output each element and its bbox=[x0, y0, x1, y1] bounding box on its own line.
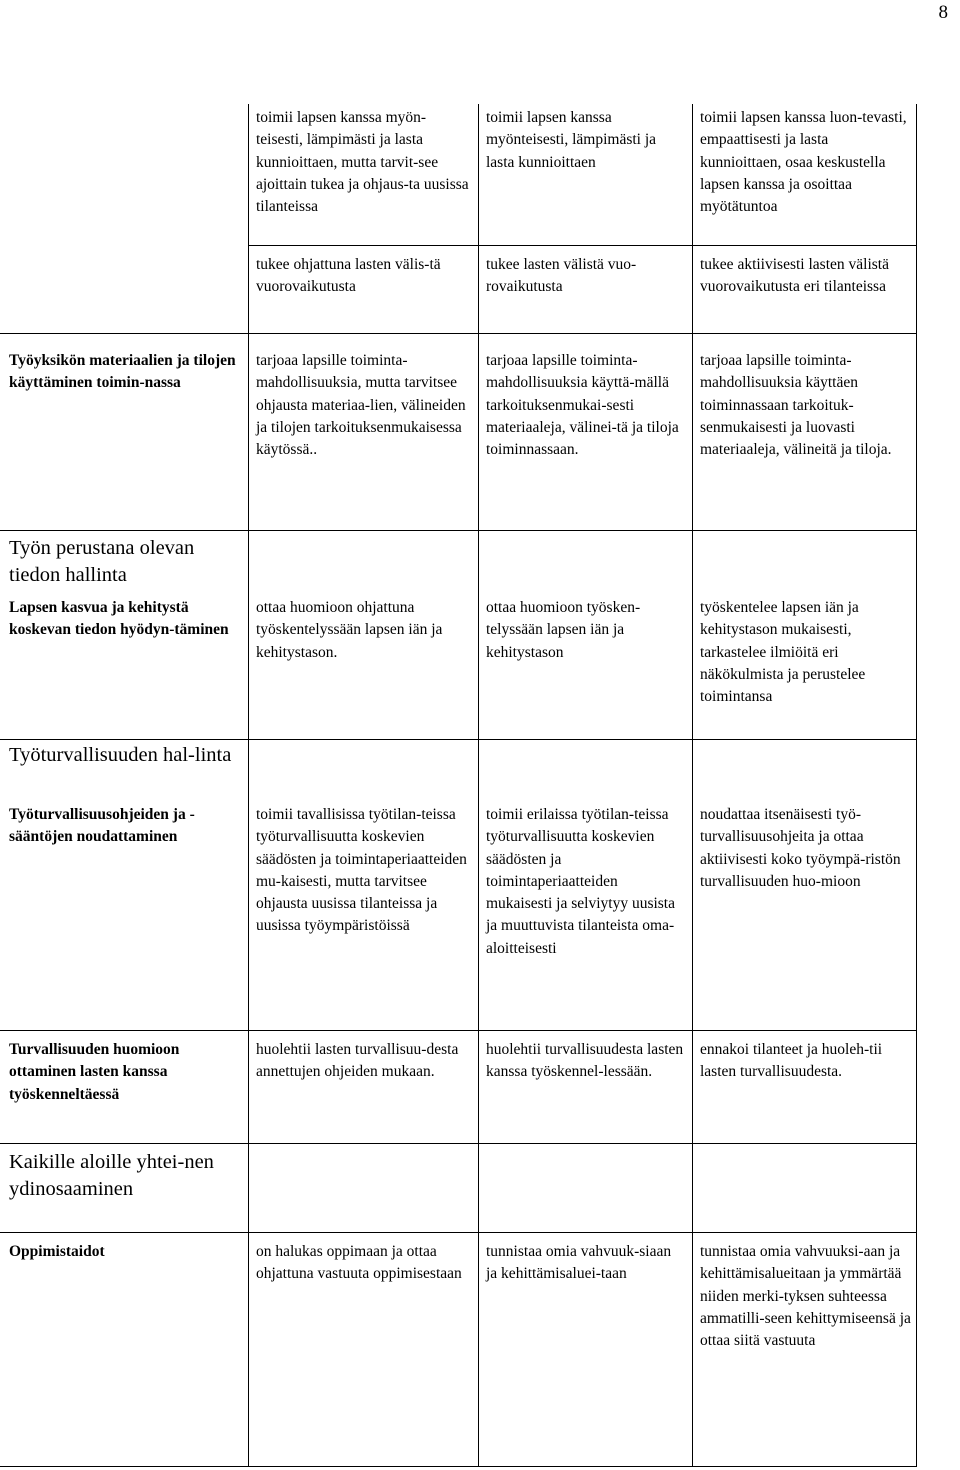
table-cell: ottaa huomioon työsken-telyssään lapsen iän ja kehitystason bbox=[486, 599, 641, 661]
table-cell: toimii lapsen kanssa myönteisesti, lämpimästi ja lasta kunnioittaen bbox=[486, 109, 657, 171]
table-vertical-rule bbox=[916, 104, 917, 1466]
table-cell: työskentelee lapsen iän ja kehitystason mukaisesti, tarkastelee ilmiöitä eri näkökulmista ja perustelee toimintansa bbox=[700, 599, 866, 706]
criterion-label: Työturvallisuusohjeiden ja -sääntöjen noudattaminen bbox=[9, 806, 195, 846]
table-horizontal-rule bbox=[0, 1232, 917, 1233]
table-vertical-rule bbox=[692, 104, 693, 1466]
table-cell: tunnistaa omia vahvuuksi-aan ja kehittämisalueitaan ja ymmärtää niiden merki-tyksen suhteessa ammatilli-seen kehittymiseensä ja ottaa siitä vastuuta bbox=[700, 1243, 911, 1350]
table-horizontal-rule bbox=[0, 333, 917, 334]
page-number: 8 bbox=[938, 2, 948, 23]
table-cell: noudattaa itsenäisesti työ-turvallisuusohjeita ja ottaa aktiivisesti koko työympä-ristön turvallisuuden huo-mioon bbox=[700, 806, 901, 890]
table-cell: tunnistaa omia vahvuuk-siaan ja kehittämisaluei-taan bbox=[486, 1243, 672, 1283]
table-vertical-rule bbox=[248, 104, 249, 1466]
section-heading: Kaikille aloille yhtei-nen ydinosaaminen bbox=[9, 1151, 214, 1200]
criterion-label: Työyksikön materiaalien ja tilojen käyttäminen toimin-nassa bbox=[9, 352, 236, 392]
section-heading: Työturvallisuuden hal-linta bbox=[9, 744, 232, 766]
table-cell: huolehtii lasten turvallisuu-desta annettujen ohjeiden mukaan. bbox=[256, 1041, 459, 1081]
criterion-label: Oppimistaidot bbox=[9, 1243, 105, 1260]
criterion-label: Turvallisuuden huomioon ottaminen lasten kanssa työskenneltäessä bbox=[9, 1041, 180, 1103]
table-horizontal-rule bbox=[0, 1143, 917, 1144]
table-cell: tukee lasten välistä vuo-rovaikutusta bbox=[486, 256, 637, 296]
table-cell: ennakoi tilanteet ja huoleh-tii lasten turvallisuudesta. bbox=[700, 1041, 883, 1081]
criterion-label: Lapsen kasvua ja kehitystä koskevan tiedon hyödyn-täminen bbox=[9, 599, 229, 639]
table-cell: ottaa huomioon ohjattuna työskentelyssään lapsen iän ja kehitystason. bbox=[256, 599, 443, 661]
table-cell: tarjoaa lapsille toiminta-mahdollisuuksia käyttä-mällä tarkoituksenmukai-sesti materiaaleja, välinei-tä ja tiloja toiminnassaan. bbox=[486, 352, 679, 459]
table-cell: huolehtii turvallisuudesta lasten kanssa työskennel-lessään. bbox=[486, 1041, 684, 1081]
table-horizontal-rule bbox=[0, 530, 917, 531]
table-cell: toimii tavallisissa työtilan-teissa työturvallisuutta koskevien säädösten ja toimintaperiaatteiden mu-kaisesti, mutta tarvitsee ohjausta uusissa tilanteissa ja uusissa työympäristöissä bbox=[256, 806, 467, 935]
section-heading: Työn perustana olevan tiedon hallinta bbox=[9, 537, 195, 586]
table-cell: tukee ohjattuna lasten välis-tä vuorovaikutusta bbox=[256, 256, 441, 296]
table-cell: tarjoaa lapsille toiminta-mahdollisuuksia käyttäen toiminnassaan tarkoituk-senmukaisesti ja luovasti materiaaleja, välineitä ja tiloja. bbox=[700, 352, 892, 459]
table-vertical-rule bbox=[478, 104, 479, 1466]
table-cell: on halukas oppimaan ja ottaa ohjattuna vastuuta oppimisestaan bbox=[256, 1243, 462, 1283]
table-horizontal-rule bbox=[0, 1030, 917, 1031]
table-cell: toimii lapsen kanssa luon-tevasti, empaattisesti ja lasta kunnioittaen, osaa keskustella lapsen kanssa ja osoittaa myötätuntoa bbox=[700, 109, 907, 216]
table-cell: tarjoaa lapsille toiminta-mahdollisuuksia, mutta tarvitsee ohjausta materiaa-lien, välineiden ja tilojen tarkoituksenmukaisessa käytössä.. bbox=[256, 352, 466, 459]
table-cell: tukee aktiivisesti lasten välistä vuorovaikutusta eri tilanteissa bbox=[700, 256, 889, 296]
table-horizontal-rule bbox=[248, 245, 917, 246]
table-cell: toimii lapsen kanssa myön-teisesti, lämpimästi ja lasta kunnioittaen, mutta tarvit-see ajoittain tukea ja ohjaus-ta uusissa tilanteissa bbox=[256, 109, 469, 216]
table-horizontal-rule bbox=[0, 1466, 917, 1467]
table-cell: toimii erilaissa työtilan-teissa työturvallisuutta koskevien säädösten ja toimintaperiaatteiden mukaisesti ja selviytyy uusista ja muuttuvista tilanteista oma-aloitteisesti bbox=[486, 806, 675, 957]
table-horizontal-rule bbox=[0, 739, 917, 740]
